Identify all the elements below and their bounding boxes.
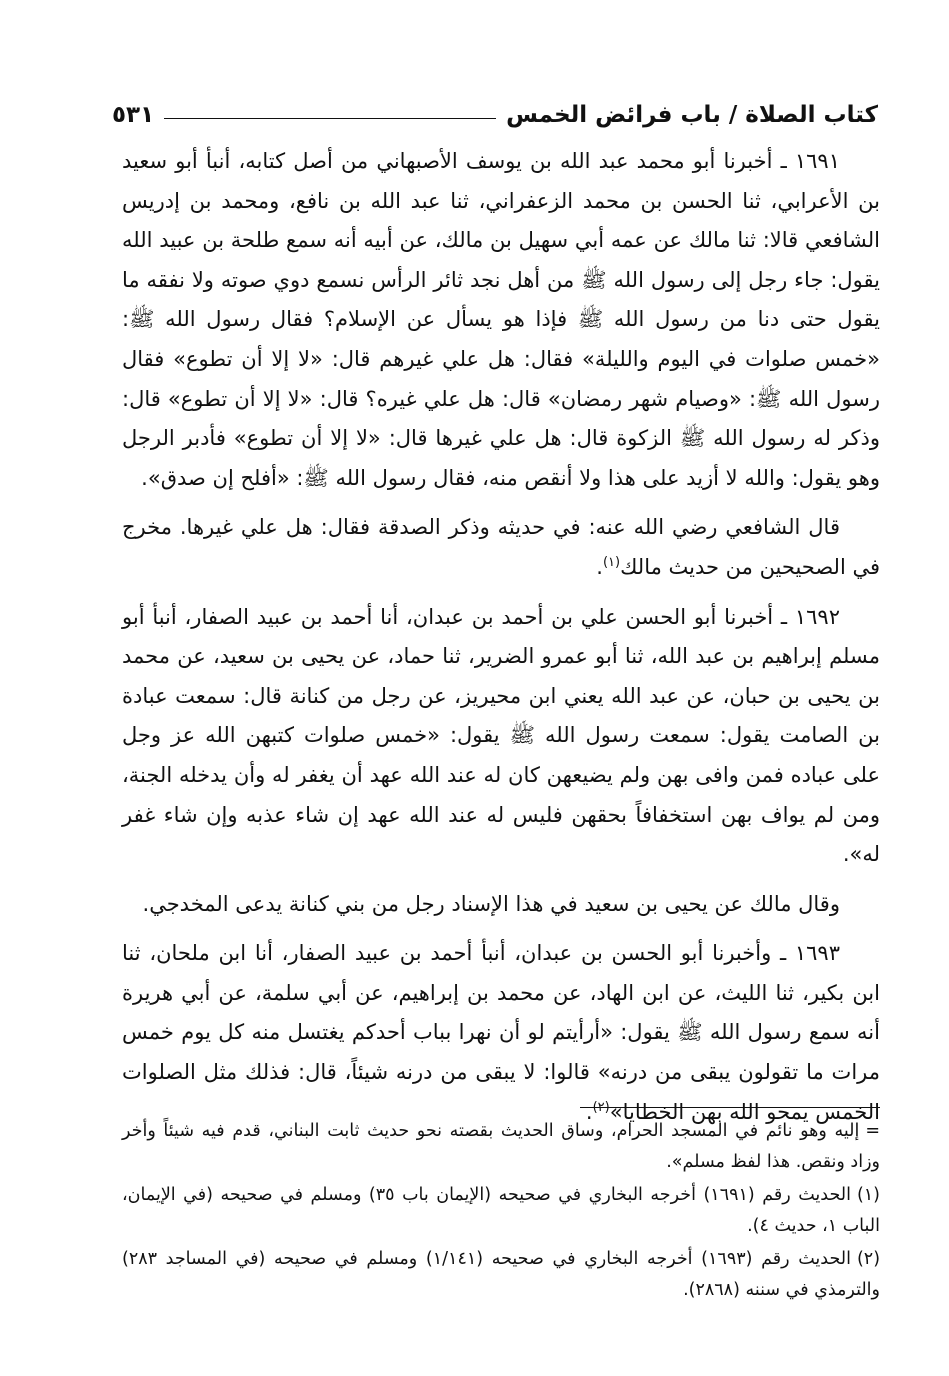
footnote-text: الحديث رقم (١٦٩١) أخرجه البخاري في صحيحه (الإيمان باب ٣٥) ومسلم في صحيحه (في الإيمان، الباب ١، حديث ٤).	[122, 1185, 880, 1236]
footnote-continued	[122, 1116, 880, 1178]
hadith-1691	[122, 142, 880, 498]
hadith-1693	[122, 934, 880, 1132]
footnote-mark: (٢)	[856, 1249, 881, 1269]
running-header	[112, 88, 878, 128]
malik-comment	[122, 885, 880, 925]
shafii-comment	[122, 508, 880, 587]
footnotes	[122, 1107, 880, 1308]
footnote-mark: (١)	[856, 1185, 880, 1205]
footnote-ref-1: (١)	[602, 554, 621, 570]
footnote-mark: =	[865, 1121, 880, 1141]
footnote-1	[122, 1180, 880, 1242]
page-number: ٥٣١	[112, 102, 155, 128]
header-rule	[164, 118, 496, 119]
footnote-text: الحديث رقم (١٦٩٣) أخرجه البخاري في صحيحه (١/١٤١) ومسلم في صحيحه (في المساجد ٢٨٣) والترمذي في سننه (٢٨٦٨).	[122, 1249, 880, 1300]
hadith-1692	[122, 598, 880, 875]
paragraph-text: وقال مالك عن يحيى بن سعيد في هذا الإسناد رجل من بني كنانة يدعى المخدجي.	[142, 891, 840, 916]
paragraph-text: قال الشافعي رضي الله عنه: في حديثه وذكر الصدقة فقال: هل علي غيرها. مخرج في الصحيحين من حديث مالك	[122, 515, 880, 579]
footnote-ref-2: (٢)	[592, 1099, 610, 1115]
chapter-title: كتاب الصلاة / باب فرائض الخمس	[506, 102, 878, 128]
main-text	[122, 142, 880, 1142]
footnote-2	[122, 1244, 880, 1306]
footnote-rule	[580, 1107, 880, 1108]
paragraph-end: .	[596, 554, 603, 579]
footnote-text: إليه وهو نائم في المسجد الحرام، وساق الحديث بقصته نحو حديث ثابت البناني، قدم فيه شيئاً وأخر وزاد ونقص. هذا لفظ مسلم».	[122, 1121, 880, 1172]
paragraph-text: ١٦٩٢ ـ أخبرنا أبو الحسن علي بن أحمد بن عبدان، أنا أحمد بن عبيد الصفار، أنبأ أبو مسلم إبراهيم بن عبد الله، ثنا أبو عمرو الضرير، ثنا حماد، عن يحيى بن سعيد، عن محمد بن يحيى بن حبان، عن عبد الله يعني ابن محيريز، عن رجل من كنانة قال: سمعت عبادة بن الصامت يقول: سمعت رسول الله ﷺ يقول: «خمس صلوات كتبهن الله عز وجل على عباده فمن وافى بهن ولم يضيعهن كان له عند الله عهد أن يغفر له وأن يدخله الجنة، ومن لم يواف بهن استخفافاً بحقهن فليس له عند الله عهد إن شاء عذبه وإن شاء غفر له».	[122, 604, 880, 867]
paragraph-text: ١٦٩١ ـ أخبرنا أبو محمد عبد الله بن يوسف الأصبهاني من أصل كتابه، أنبأ أبو سعيد بن الأعرابي، ثنا الحسن بن محمد الزعفراني، ثنا عبد الله بن نافع، ومحمد بن إدريس الشافعي قالا: ثنا مالك عن عمه أبي سهيل بن مالك، عن أبيه أنه سمع طلحة بن عبيد الله يقول: جاء رجل إلى رسول الله ﷺ من أهل نجد ثائر الرأس نسمع دوي صوته ولا نفقه ما يقول حتى دنا من رسول الله ﷺ فإذا هو يسأل عن الإسلام؟ فقال رسول الله ﷺ: «خمس صلوات في اليوم والليلة» فقال: هل علي غيرهم قال: «لا إلا أن تطوع» فقال رسول الله ﷺ: «وصيام شهر رمضان» قال: هل علي غيره؟ قال: «لا إلا أن تطوع» قال: وذكر له رسول الله ﷺ الزكوة قال: هل علي غيرها قال: «لا إلا أن تطوع» فأدبر الرجل وهو يقول: والله لا أزيد على هذا ولا أنقص منه، فقال رسول الله ﷺ: «أفلح إن صدق».	[122, 149, 880, 490]
paragraph-text: ١٦٩٣ ـ وأخبرنا أبو الحسن بن عبدان، أنبأ أحمد بن عبيد الصفار، أنا ابن ملحان، ثنا ابن بكير، ثنا الليث، عن ابن الهاد، عن محمد بن إبراهيم، عن أبي سلمة، عن أبي هريرة أنه سمع رسول الله ﷺ يقول: «أرأيتم لو أن نهرا بباب أحدكم يغتسل منه كل يوم خمس مرات ما تقولون يبقى من درنه» قالوا: لا يبقى من درنه شيئاً، قال: فذلك مثل الصلوات الخمس يمحو الله بهن الخطايا»	[122, 941, 880, 1124]
paragraph-end: .	[585, 1099, 593, 1124]
